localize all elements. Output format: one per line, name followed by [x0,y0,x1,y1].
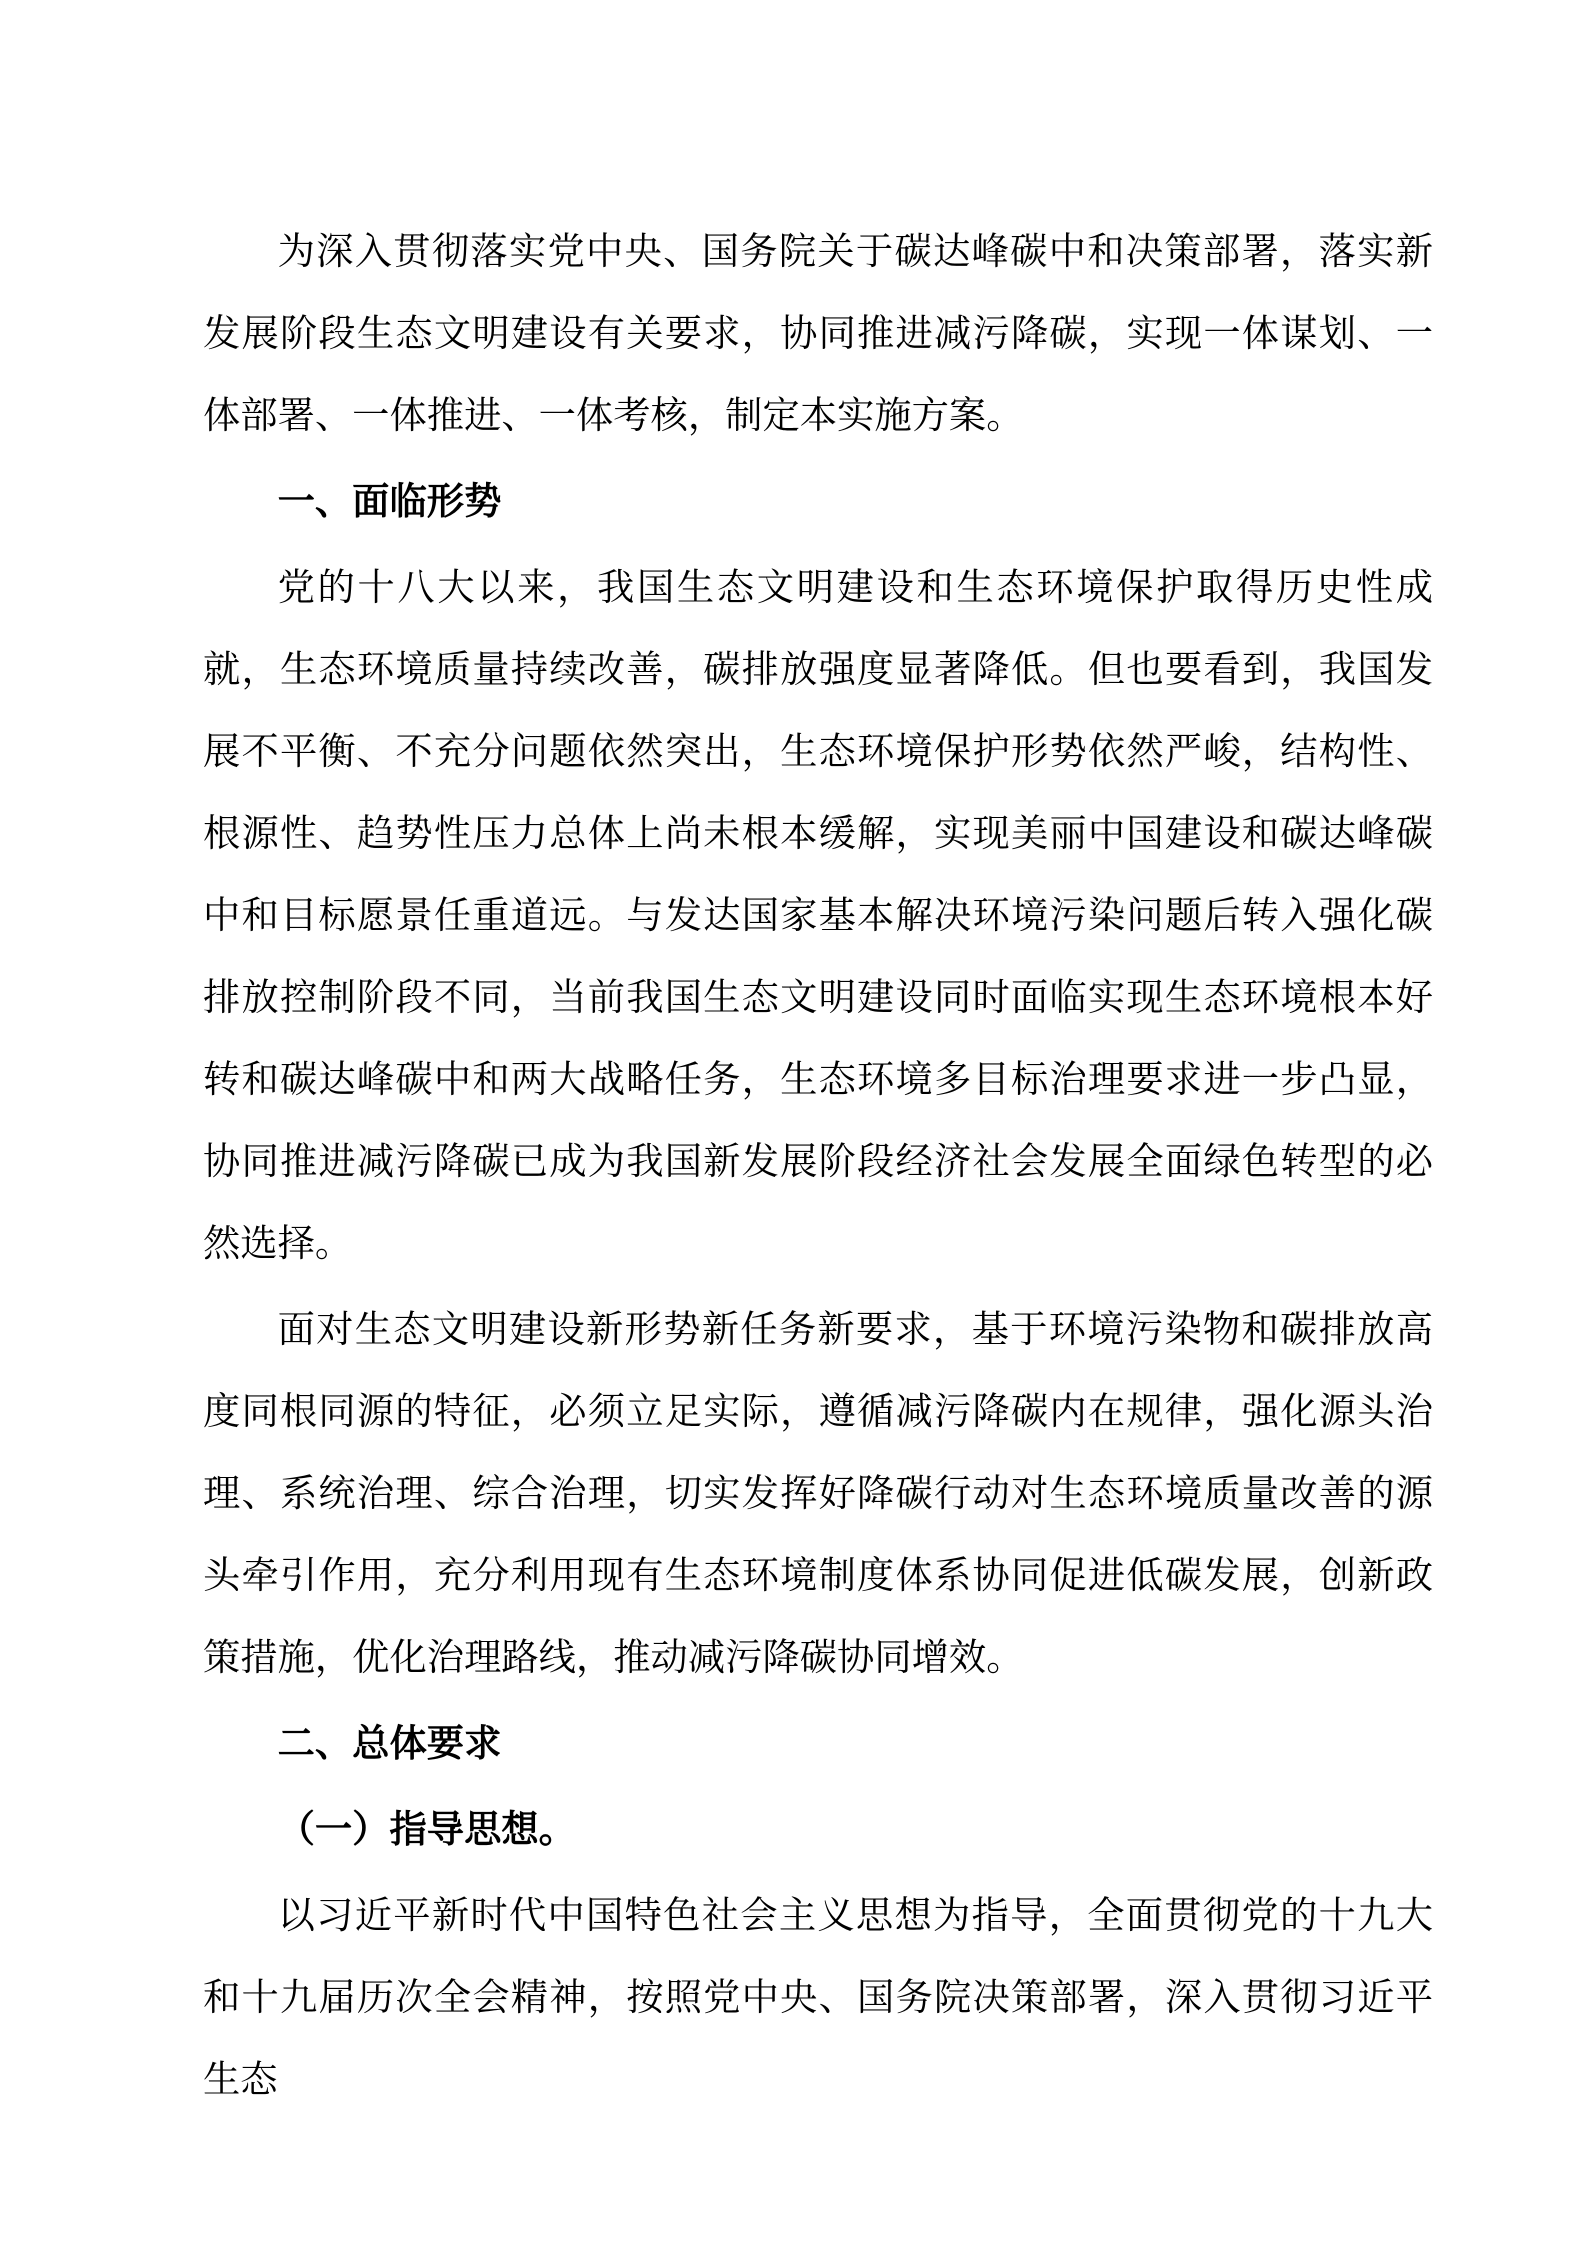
heading-guiding-ideology: （一）指导思想。 [277,1808,576,1850]
heading-section-1-situation: 一、面临形势 [277,480,502,522]
paragraph-preamble: 为深入贯彻落实党中央、国务院关于碳达峰碳中和决策部署，落实新发展阶段生态文明建设有关要求，协同推进减污降碳，实现一体谋划、一体部署、一体推进、一体考核，制定本实施方案。 [203,230,1433,436]
document-body [203,210,1433,2120]
paragraph-guiding-ideology: 以习近平新时代中国特色社会主义思想为指导，全面贯彻党的十九大和十九届历次全会精神，按照党中央、国务院决策部署，深入贯彻习近平生态 [203,1894,1433,2100]
paragraph-situation-2: 面对生态文明建设新形势新任务新要求，基于环境污染物和碳排放高度同根同源的特征，必须立足实际，遵循减污降碳内在规律，强化源头治理、系统治理、综合治理，切实发挥好降碳行动对生态环境质量改善的源头牵引作用，充分利用现有生态环境制度体系协同促进低碳发展，创新政策措施，优化治理路线，推动减污降碳协同增效。 [203,1308,1433,1678]
heading-section-2-overall-requirements: 二、总体要求 [277,1722,502,1764]
paragraph-situation-1: 党的十八大以来，我国生态文明建设和生态环境保护取得历史性成就，生态环境质量持续改善，碳排放强度显著降低。但也要看到，我国发展不平衡、不充分问题依然突出，生态环境保护形势依然严峻，结构性、根源性、趋势性压力总体上尚未根本缓解，实现美丽中国建设和碳达峰碳中和目标愿景任重道远。与发达国家基本解决环境污染问题后转入强化碳排放控制阶段不同，当前我国生态文明建设同时面临实现生态环境根本好转和碳达峰碳中和两大战略任务，生态环境多目标治理要求进一步凸显，协同推进减污降碳已成为我国新发展阶段经济社会发展全面绿色转型的必然选择。 [203,566,1433,1264]
